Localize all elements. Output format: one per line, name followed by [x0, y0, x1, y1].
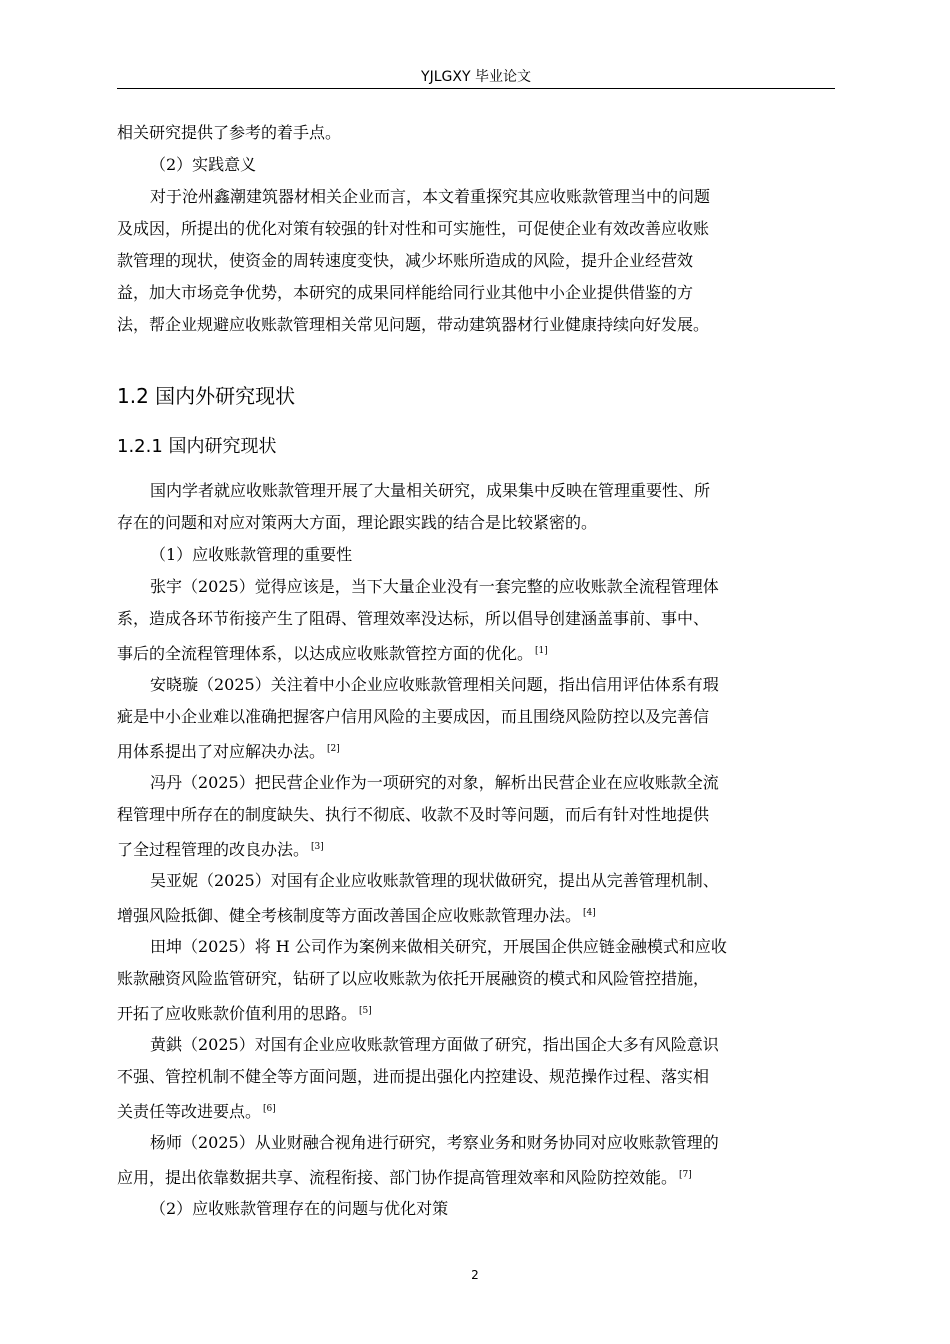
subheading-problems-and-countermeasures: （2）应收账款管理存在的问题与优化对策	[150, 1199, 449, 1218]
page-number: 2	[471, 1268, 479, 1282]
text-line: 国内学者就应收账款管理开展了大量相关研究，成果集中反映在管理重要性、所	[150, 481, 711, 500]
text-line: 冯丹（2025）把民营企业作为一项研究的对象，解析出民营企业在应收账款全流	[150, 773, 719, 792]
running-header: YJLGXY 毕业论文	[421, 69, 531, 85]
section-heading-1-2-1: 1.2.1 国内研究现状	[117, 436, 277, 457]
text-line: 了全过程管理的改良办法。 [3]	[117, 840, 324, 859]
text-line: 开拓了应收账款价值利用的思路。 [5]	[117, 1004, 372, 1023]
header-divider	[117, 88, 835, 89]
text-line: 增强风险抵御、健全考核制度等方面改善国企应收账款管理办法。 [4]	[117, 906, 596, 925]
text-line: 安晓璇（2025）关注着中小企业应收账款管理相关问题，指出信用评估体系有瑕	[150, 675, 719, 694]
text-line: 系，造成各环节衔接产生了阻碍、管理效率没达标，所以倡导创建涵盖事前、事中、	[117, 609, 710, 628]
text-line: 杨师（2025）从业财融合视角进行研究，考察业务和财务协同对应收账款管理的	[150, 1133, 719, 1152]
text-line: 及成因，所提出的优化对策有较强的针对性和可实施性，可促使企业有效改善应收账	[117, 219, 710, 238]
citation-ref[interactable]: [7]	[679, 1170, 692, 1180]
text-line: 张宇（2025）觉得应该是，当下大量企业没有一套完整的应收账款全流程管理体	[150, 577, 719, 596]
text-line: 吴亚妮（2025）对国有企业应收账款管理的现状做研究，提出从完善管理机制、	[150, 871, 719, 890]
citation-ref[interactable]: [4]	[583, 908, 596, 918]
subheading-importance: （1）应收账款管理的重要性	[150, 545, 353, 564]
citation-ref[interactable]: [5]	[359, 1006, 372, 1016]
subheading-practical-significance: （2）实践意义	[150, 155, 257, 174]
text-line: 法，帮企业规避应收账款管理相关常见问题，带动建筑器材行业健康持续向好发展。	[117, 315, 710, 334]
citation-ref[interactable]: [6]	[263, 1104, 276, 1114]
section-heading-1-2: 1.2 国内外研究现状	[117, 384, 296, 408]
text-line: 用体系提出了对应解决办法。 [2]	[117, 742, 340, 761]
text-line: 黄鉷（2025）对国有企业应收账款管理方面做了研究，指出国企大多有风险意识	[150, 1035, 719, 1054]
text-line: 款管理的现状，使资金的周转速度变快，减少坏账所造成的风险，提升企业经营效	[117, 251, 694, 270]
text-line: 程管理中所存在的制度缺失、执行不彻底、收款不及时等问题，而后有针对性地提供	[117, 805, 710, 824]
text-line: 存在的问题和对应对策两大方面，理论跟实践的结合是比较紧密的。	[117, 513, 598, 532]
text-line: 疵是中小企业难以准确把握客户信用风险的主要成因，而且围绕风险防控以及完善信	[117, 707, 710, 726]
text-line: 事后的全流程管理体系，以达成应收账款管控方面的优化。 [1]	[117, 644, 548, 663]
text-line: 账款融资风险监管研究，钻研了以应收账款为依托开展融资的模式和风险管控措施，	[117, 969, 710, 988]
text-line: 应用，提出依靠数据共享、流程衔接、部门协作提高管理效率和风险防控效能。 [7]	[117, 1168, 692, 1187]
citation-ref[interactable]: [3]	[311, 842, 324, 852]
text-line: 不强、管控机制不健全等方面问题，进而提出强化内控建设、规范操作过程、落实相	[117, 1067, 710, 1086]
citation-ref[interactable]: [2]	[327, 744, 340, 754]
citation-ref[interactable]: [1]	[535, 646, 548, 656]
text-line: 相关研究提供了参考的着手点。	[117, 123, 342, 142]
text-line: 关责任等改进要点。 [6]	[117, 1102, 276, 1121]
text-line: 益，加大市场竞争优势，本研究的成果同样能给同行业其他中小企业提供借鉴的方	[117, 283, 694, 302]
text-line: 对于沧州鑫潮建筑器材相关企业而言，本文着重探究其应收账款管理当中的问题	[150, 187, 711, 206]
text-line: 田坤（2025）将 H 公司作为案例来做相关研究，开展国企供应链金融模式和应收	[150, 937, 727, 956]
